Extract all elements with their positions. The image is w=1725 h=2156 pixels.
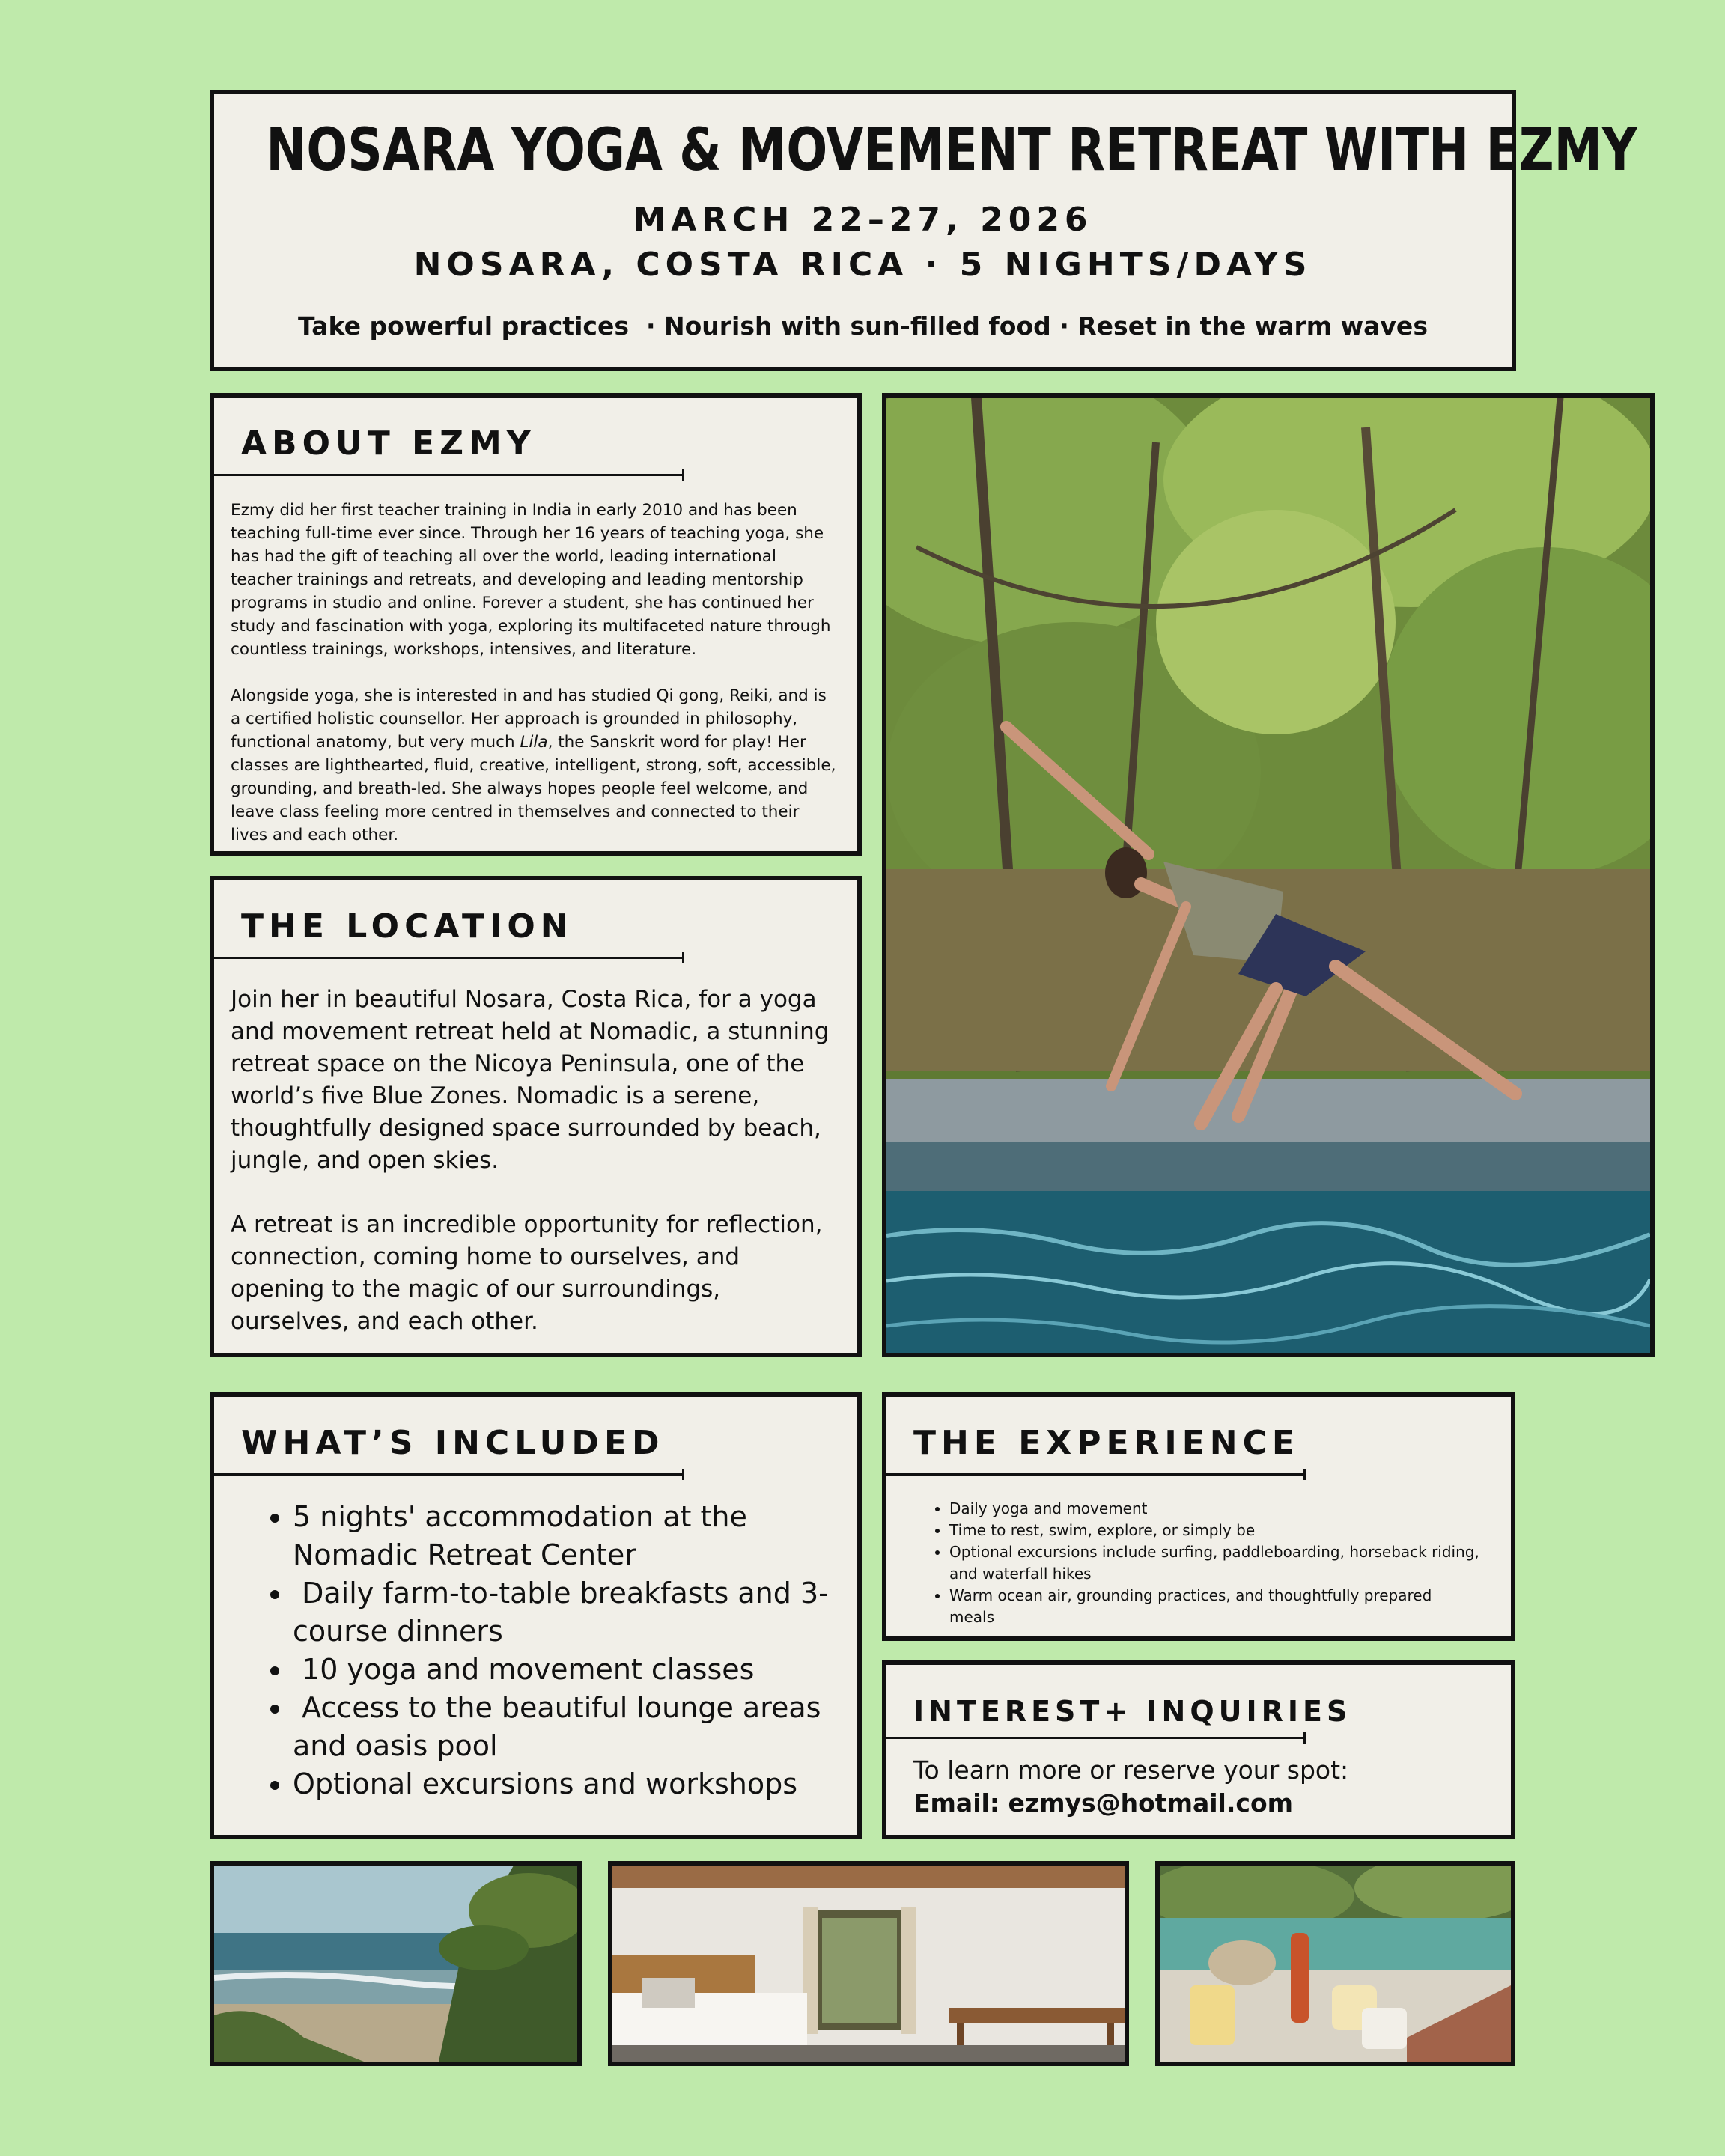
list-item: • Time to rest, swim, explore, or simply be	[949, 1520, 1481, 1541]
heading-rule	[886, 1737, 1306, 1739]
list-item: • Optional excursions include surfing, paddleboarding, horseback riding, and waterfall hikes	[949, 1541, 1481, 1585]
page-title: NOSARA YOGA & MOVEMENT RETREAT WITH EZMY	[266, 117, 1637, 184]
about-paragraph-2: Alongside yoga, she is interested in and has studied Qi gong, Reiki, and is a certified holistic counsellor. Her approach is grounded in philosophy, functional anatomy, but very much Lila, the Sanskrit word for play! Her classes are lighthearted, fluid, creative, intelligent, strong, soft, accessible, grounding, and breath-led. She always hopes people feel welcome, and leave class feeling more centred in themselves and connected to their lives and each other.	[231, 686, 836, 844]
bedroom-photo	[608, 1861, 1129, 2066]
inquiries-heading: INTEREST+ INQUIRIES	[913, 1695, 1352, 1728]
list-item: • Optional excursions and workshops	[293, 1765, 835, 1803]
location-section	[210, 876, 862, 1357]
experience-section	[882, 1392, 1515, 1641]
about-heading: ABOUT EZMY	[241, 424, 536, 463]
included-list	[293, 1498, 835, 1803]
heading-rule	[886, 1473, 1306, 1476]
list-item: • 5 nights' accommodation at the Nomadic Retreat Center	[293, 1498, 835, 1574]
list-item: • Access to the beautiful lounge areas and oasis pool	[293, 1689, 835, 1765]
inquiries-section	[882, 1660, 1515, 1839]
list-item: • Daily yoga and movement	[949, 1498, 1481, 1520]
location-paragraph-1: Join her in beautiful Nosara, Costa Rica, for a yoga and movement retreat held at Nomadic, a stunning retreat space on the Nicoya Peninsula, one of the world’s five Blue Zones. Nomadic is a serene, thoughtfully designed space surrounded by beach, jungle, and open skies.	[231, 986, 830, 1174]
yoga-pose-photo	[882, 393, 1655, 1357]
included-heading: WHAT’S INCLUDED	[241, 1424, 665, 1462]
about-section	[210, 393, 862, 856]
about-paragraph-1: Ezmy did her first teacher training in India in early 2010 and has been teaching full-time ever since. Through her 16 years of teaching yoga, she has had the gift of teaching all over the world, leading international teacher trainings and retreats, and developing and leading mentorship programs in studio and online. Forever a student, she has continued her study and fascination with yoga, exploring its multifaceted nature through countless trainings, workshops, intensives, and literature.	[231, 501, 831, 659]
contact-email[interactable]: Email: ezmys@hotmail.com	[913, 1788, 1294, 1818]
beach-photo	[210, 1861, 582, 2066]
location-paragraph-2: A retreat is an incredible opportunity for reflection, connection, coming home to ourselves, and opening to the magic of our surroundings, ourselves, and each other.	[231, 1211, 823, 1335]
list-item: • Daily farm-to-table breakfasts and 3-course dinners	[293, 1574, 835, 1651]
inquiries-text: To learn more or reserve your spot:	[913, 1755, 1349, 1785]
event-tagline: Take powerful practices · Nourish with sun-filled food · Reset in the warm waves	[298, 311, 1428, 341]
heading-rule	[214, 957, 684, 959]
event-dates: MARCH 22–27, 2026	[633, 201, 1093, 239]
breakfast-photo	[1155, 1861, 1515, 2066]
lila-term: Lila	[520, 733, 548, 752]
header-banner	[210, 90, 1637, 371]
included-section	[210, 1392, 862, 1839]
heading-rule	[214, 1473, 684, 1476]
event-location: NOSARA, COSTA RICA · 5 NIGHTS/DAYS	[413, 246, 1312, 284]
heading-rule	[214, 474, 684, 476]
experience-list	[949, 1498, 1481, 1628]
list-item: • Warm ocean air, grounding practices, and thoughtfully prepared meals	[949, 1585, 1481, 1628]
location-heading: THE LOCATION	[241, 907, 574, 945]
list-item: • 10 yoga and movement classes	[293, 1651, 835, 1689]
experience-heading: THE EXPERIENCE	[913, 1424, 1300, 1462]
